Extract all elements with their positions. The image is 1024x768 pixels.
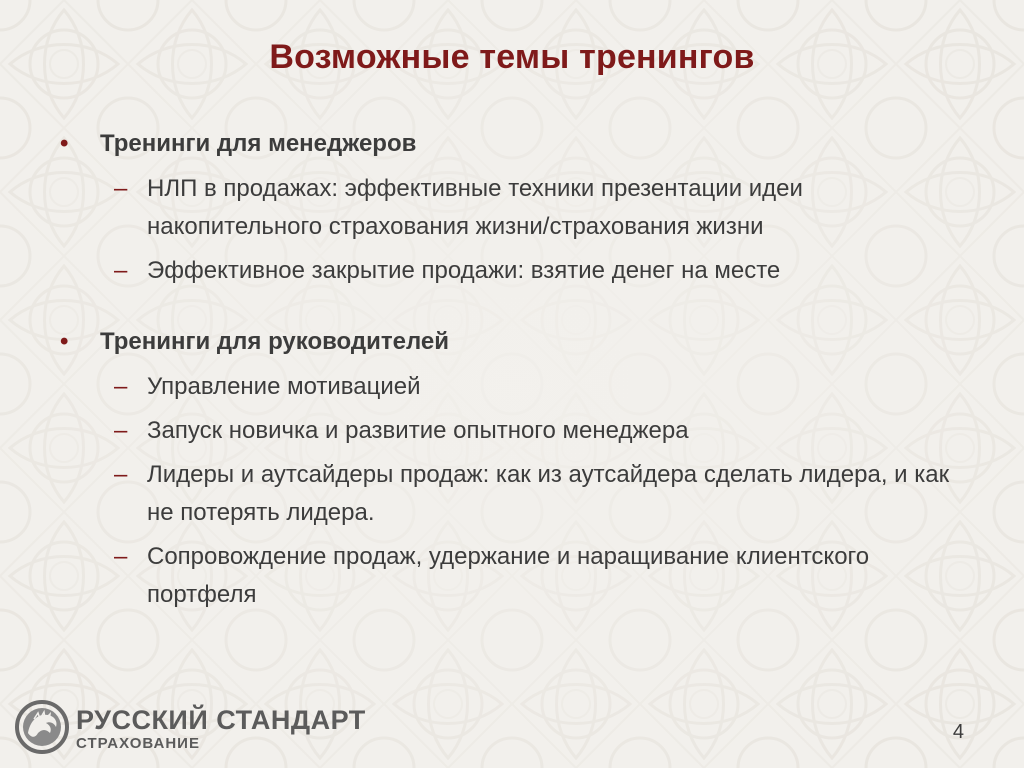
- dash-icon: –: [114, 373, 128, 400]
- dash-icon: –: [114, 257, 128, 284]
- dash-icon: –: [114, 417, 128, 444]
- section-heading-text: Тренинги для руководителей: [100, 328, 450, 355]
- list-item: [58, 412, 958, 450]
- section-heading: [58, 324, 958, 360]
- list-item: [58, 456, 958, 532]
- list-item-text: Сопровождение продаж, удержание и наращивание клиентского портфеля: [147, 543, 870, 608]
- list-item-text: Эффективное закрытие продажи: взятие денег на месте: [147, 257, 781, 284]
- list-item-text: Управление мотивацией: [147, 373, 421, 400]
- section-heading: [58, 126, 958, 162]
- page-number: 4: [952, 721, 964, 743]
- logo-subtitle: СТРАХОВАНИЕ: [76, 735, 200, 752]
- company-logo: [14, 695, 366, 759]
- list-item: [58, 170, 958, 246]
- list-item: [58, 252, 958, 290]
- bullet-icon: •: [60, 328, 69, 355]
- list-item: [58, 538, 958, 614]
- lion-emblem-icon: [14, 699, 70, 755]
- dash-icon: –: [114, 175, 128, 202]
- list-item: [58, 368, 958, 406]
- section-heading-text: Тренинги для менеджеров: [100, 130, 417, 157]
- list-item-text: НЛП в продажах: эффективные техники презентации идеи накопительного страхования жизни/страхования жизни: [147, 175, 803, 240]
- list-item-text: Лидеры и аутсайдеры продаж: как из аутсайдера сделать лидера, и как не потерять лидера.: [147, 461, 950, 526]
- logo-name: РУССКИЙ СТАНДАРТ: [76, 705, 366, 735]
- dash-icon: –: [114, 461, 128, 488]
- bullet-icon: •: [60, 130, 69, 157]
- slide-content: [58, 126, 958, 620]
- dash-icon: –: [114, 543, 128, 570]
- slide-title: Возможные темы тренингов: [269, 38, 755, 76]
- list-item-text: Запуск новичка и развитие опытного менеджера: [147, 417, 689, 444]
